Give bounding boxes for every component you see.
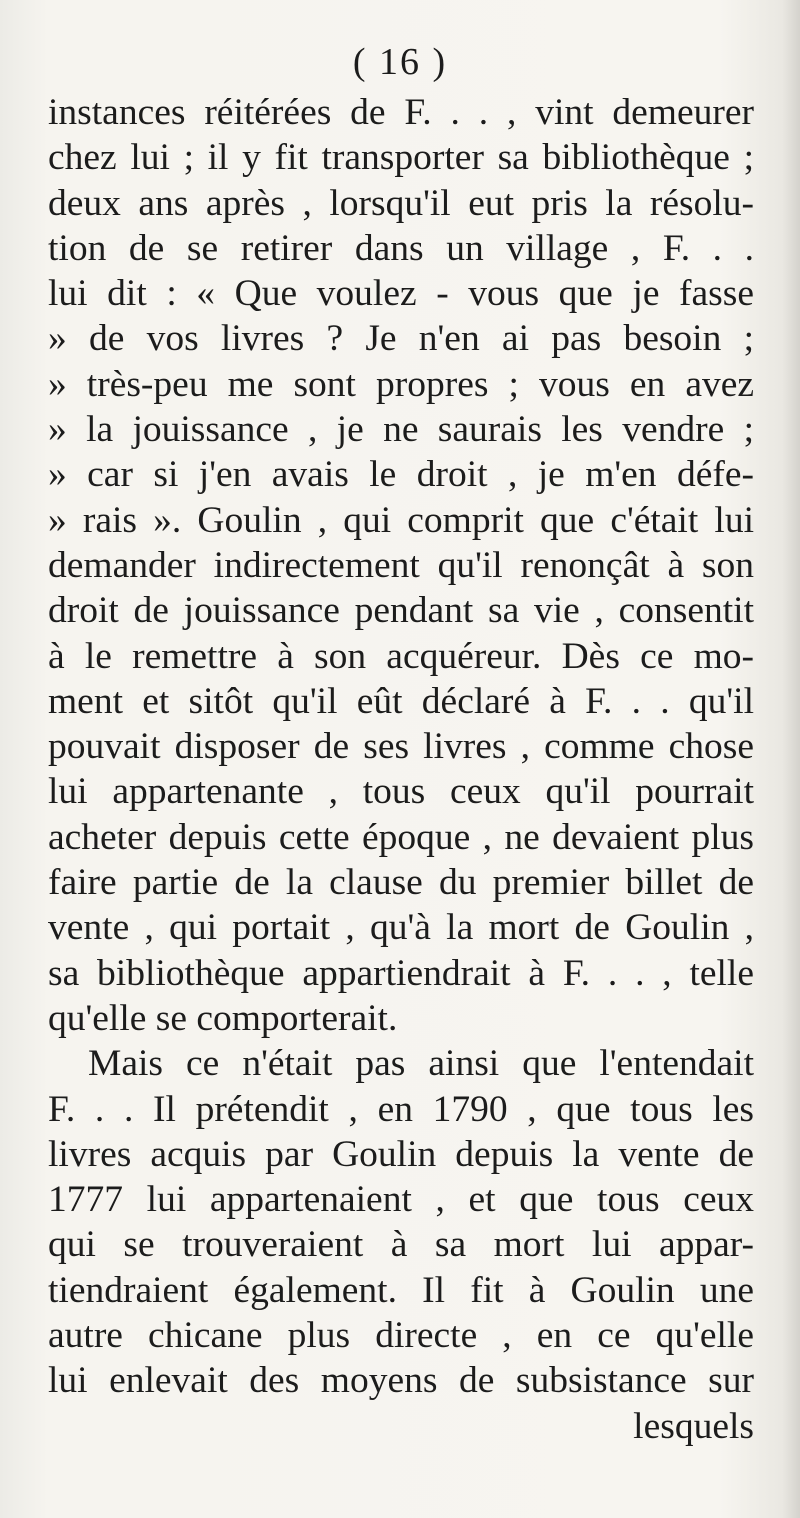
text-line: tiendraient également. Il fit à Goulin une [48,1269,754,1311]
text-line: qu'elle se comporterait. [48,997,398,1039]
text-line: demander indirectement qu'il renonçât à son [48,544,754,586]
text-line: lui appartenante , tous ceux qu'il pourrait [48,771,754,813]
text-line: lui dit : « Que voulez - vous que je fasse [48,273,754,315]
text-line: » la jouissance , je ne saurais les vendre ; [48,409,754,451]
text-line: autre chicane plus directe , en ce qu'elle [48,1315,754,1357]
text-line: livres acquis par Goulin depuis la vente de [48,1133,754,1175]
text-line: acheter depuis cette époque , ne devaient plus [48,816,754,858]
text-line: sa bibliothèque appartiendrait à F. . . , telle [48,952,754,994]
text-line: deux ans après , lorsqu'il eut pris la résolu- [48,182,754,224]
text-line: » de vos livres ? Je n'en ai pas besoin ; [48,318,754,360]
text-line: lui enlevait des moyens de subsistance sur [48,1360,754,1402]
text-line: qui se trouveraient à sa mort lui appar- [48,1224,754,1266]
text-line: vente , qui portait , qu'à la mort de Goulin , [48,907,754,949]
body-text [48,90,754,1449]
text-line: pouvait disposer de ses livres , comme chose [48,726,754,768]
text-line: droit de jouissance pendant sa vie , consentit [48,590,754,632]
text-line: » rais ». Goulin , qui comprit que c'était lui [48,499,754,541]
text-line: 1777 lui appartenaient , et que tous ceux [48,1179,754,1221]
text-line: » car si j'en avais le droit , je m'en défe- [48,454,754,496]
catchword: lesquels [633,1405,754,1447]
page-edge-shadow [782,0,800,1518]
text-line: ment et sitôt qu'il eût déclaré à F. . . qu'il [48,680,754,722]
text-line: tion de se retirer dans un village , F. . . [48,227,754,269]
text-line: F. . . Il prétendit , en 1790 , que tous les [48,1088,754,1130]
text-line: Mais ce n'était pas ainsi que l'entendait [88,1043,754,1085]
text-line: à le remettre à son acquéreur. Dès ce mo- [48,635,754,677]
text-line: instances réitérées de F. . . , vint demeurer [48,92,754,133]
page-number: ( 16 ) [352,41,448,83]
text-line: » très-peu me sont propres ; vous en avez [48,363,754,405]
text-line: faire partie de la clause du premier billet de [48,862,754,904]
text-line: chez lui ; il y fit transporter sa bibliothèque ; [48,137,754,179]
